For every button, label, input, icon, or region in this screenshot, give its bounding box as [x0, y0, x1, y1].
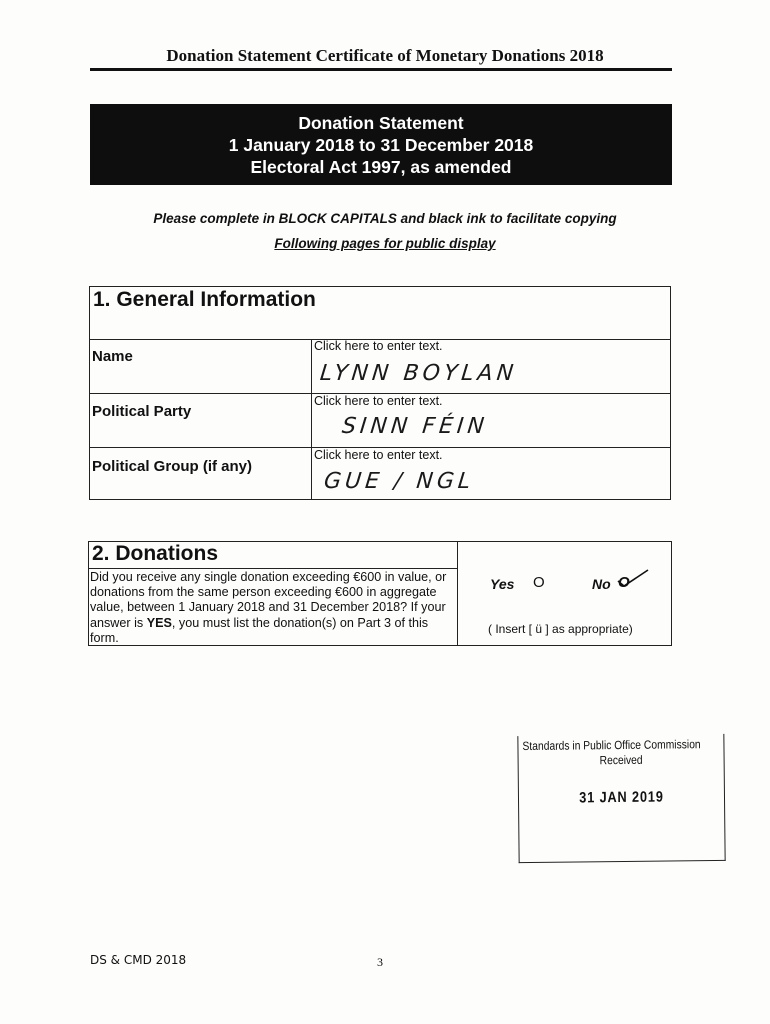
- political-group-label: Political Group (if any): [92, 458, 253, 475]
- donations-question-cell: [89, 542, 458, 645]
- political-group-field[interactable]: [311, 448, 670, 500]
- name-row: [90, 339, 670, 394]
- general-information-section: [89, 286, 671, 500]
- section-2-header: [89, 542, 457, 569]
- no-label: No: [592, 576, 611, 592]
- public-display-text: Following pages for public display: [274, 236, 496, 251]
- section-1-header: [90, 287, 670, 340]
- donation-question-tail: , you must list the donation(s) on Part 3 of this form.: [90, 615, 429, 645]
- title-banner: [90, 104, 672, 185]
- page-header-title: Donation Statement Certificate of Monetary Donations 2018: [166, 46, 604, 65]
- political-group-row: [90, 448, 670, 500]
- yes-checkbox[interactable]: O: [533, 574, 545, 591]
- donations-answer-cell: [458, 542, 671, 645]
- tick-mark-icon: [616, 568, 650, 588]
- name-field[interactable]: [311, 339, 670, 393]
- political-party-label: Political Party: [92, 403, 192, 420]
- political-group-placeholder: Click here to enter text.: [314, 448, 443, 462]
- insert-instruction: ( Insert [ ü ] as appropriate): [488, 622, 633, 636]
- name-handwritten: LYNN BOYLAN: [318, 361, 519, 386]
- political-party-placeholder: Click here to enter text.: [314, 394, 443, 408]
- political-party-field[interactable]: [311, 394, 670, 447]
- received-stamp: [517, 734, 725, 863]
- no-checkbox[interactable]: [618, 574, 630, 591]
- footer-doc-code: DS & CMD 2018: [90, 953, 187, 967]
- public-display-note: [0, 236, 770, 251]
- donations-section: [88, 541, 672, 646]
- stamp-organisation: Standards in Public Office Commission: [522, 737, 701, 754]
- name-placeholder: Click here to enter text.: [314, 339, 443, 353]
- political-party-handwritten: SINN FÉIN: [340, 414, 490, 439]
- yes-label: Yes: [490, 576, 515, 592]
- political-party-row: [90, 394, 670, 448]
- donation-question-yes: YES: [146, 615, 172, 630]
- section-2-title: 2. Donations: [92, 542, 219, 565]
- section-1-title: 1. General Information: [93, 288, 316, 311]
- donation-question: [90, 570, 458, 646]
- header-divider: [90, 68, 672, 71]
- banner-line-1: Donation Statement: [298, 112, 464, 133]
- page-number: 3: [377, 955, 383, 969]
- no-checkbox-mark: O: [618, 574, 630, 591]
- banner-line-3: Electoral Act 1997, as amended: [250, 156, 512, 177]
- stamp-date: 31 JAN 2019: [579, 788, 664, 807]
- banner-line-2: 1 January 2018 to 31 December 2018: [228, 134, 534, 155]
- instruction-line: Please complete in BLOCK CAPITALS and black ink to facilitate copying: [153, 211, 617, 226]
- donation-question-text: Did you receive any single donation exceeding €600 in value, or donations from the same person exceeding €600 in aggregate value, between 1 January 2018 and 31 December 2018? If your answer is: [90, 570, 447, 630]
- stamp-received: Received: [599, 752, 643, 768]
- political-group-handwritten: GUE / NGL: [322, 469, 476, 494]
- name-label: Name: [92, 348, 133, 365]
